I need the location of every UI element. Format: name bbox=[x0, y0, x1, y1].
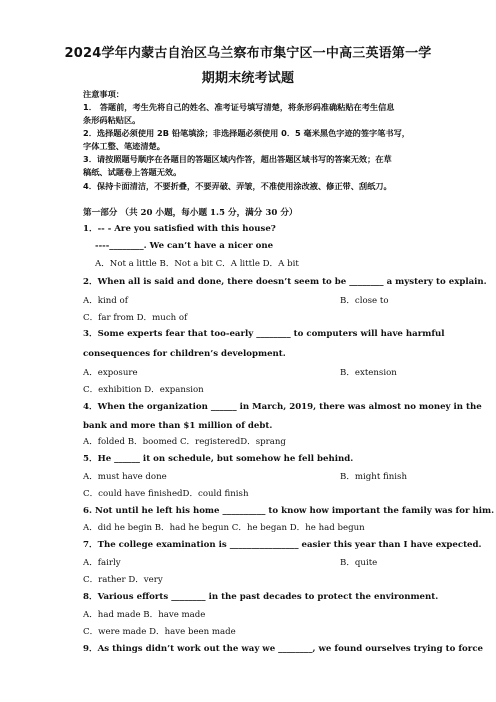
q7-stem: 7．The college examination is ________________ easier this year than I have expected. bbox=[83, 540, 482, 550]
q2-option-b: B．close to bbox=[340, 296, 389, 306]
q4-options: A．folded B．boomed C．registeredD．sprang bbox=[83, 437, 286, 447]
q7-option-a: A．fairly bbox=[83, 558, 121, 568]
q7-option-a-row bbox=[83, 557, 483, 569]
exam-title-line-1: 2024学年内蒙古自治区乌兰察布市集宁区一中高三英语第一学 bbox=[64, 46, 432, 61]
q3-option-a-row bbox=[83, 367, 483, 379]
q6-stem: 6. Not until he left his home __________ to know how important the family was for him. bbox=[83, 506, 495, 516]
q5-option-a: A．must have done bbox=[83, 472, 167, 482]
q8-options-cd: C．were made D．have been made bbox=[83, 627, 236, 637]
q4-stem: 4．When the organization ______ in March, 2019, there was almost no money in the bbox=[83, 402, 482, 412]
notice-1-cont: 条形码粘贴区。 bbox=[83, 115, 141, 125]
notice-3-cont: 稿纸、试题卷上答题无效。 bbox=[83, 167, 182, 177]
q3-stem: 3．Some experts fear that too-early ________ to computers will have harmful bbox=[83, 329, 445, 339]
q8-options-ab: A．had made B．have made bbox=[83, 610, 206, 620]
q2-option-a-row bbox=[83, 295, 483, 307]
q2-options-cd: C．far from D．much of bbox=[83, 313, 188, 323]
notice-2-cont: 字体工整、笔迹清楚。 bbox=[83, 141, 165, 151]
q3-options-cd: C．exhibition D．expansion bbox=[83, 385, 204, 395]
q3-option-b: B．extension bbox=[340, 368, 397, 378]
notice-heading: 注意事项： bbox=[83, 89, 124, 99]
q5-stem: 5．He ______ it on schedule, but somehow he fell behind. bbox=[83, 454, 354, 464]
q4-stem-cont: bank and more than $1 million of debt. bbox=[83, 421, 273, 431]
q6-options: A．did he begin B．had he begun C．he began D．he had begun bbox=[83, 523, 365, 533]
notice-1: 1． 答题前，考生先将自己的姓名、准考证号填写清楚，将条形码准确粘贴在考生信息 bbox=[83, 102, 395, 112]
q8-stem: 8．Various efforts ________ in the past decades to protect the environment. bbox=[83, 592, 439, 602]
notice-4: 4．保持卡面清洁，不要折叠，不要弄破、弄皱，不准使用涂改液、修正带、刮纸刀。 bbox=[83, 181, 392, 191]
q7-option-b: B．quite bbox=[340, 558, 378, 568]
q2-stem: 2．When all is said and done, there doesn’t seem to be ________ a mystery to explain. bbox=[83, 277, 487, 287]
q2-option-a: A．kind of bbox=[83, 296, 128, 306]
q7-options-cd: C．rather D．very bbox=[83, 575, 163, 585]
q1-options: A．Not a little B．Not a bit C．A little D．A bit bbox=[95, 259, 299, 269]
notice-3: 3．请按照题号顺序在各题目的答题区域内作答，超出答题区域书写的答案无效；在草 bbox=[83, 154, 392, 164]
section-heading: 第一部分 （共 20 小题，每小题 1.5 分，满分 30 分） bbox=[83, 208, 298, 218]
q3-option-a: A．exposure bbox=[83, 368, 138, 378]
q9-stem: 9．As things didn’t work out the way we ________, we found ourselves trying to force bbox=[83, 644, 484, 654]
q1-stem-cont: ----________. We can’t have a nicer one bbox=[95, 241, 274, 251]
exam-title-line-2: 期期末统考试题 bbox=[201, 71, 295, 86]
notice-2: 2．选择题必须使用 2B 铅笔填涂；非选择题必须使用 0．5 毫米黑色字迹的签字笔书写， bbox=[83, 128, 410, 138]
q3-stem-cont: consequences for children’s development. bbox=[83, 349, 286, 359]
q1-stem: 1．-- - Are you satisfied with this house? bbox=[83, 224, 276, 234]
q5-option-b: B．might finish bbox=[340, 472, 407, 482]
q5-option-a-row bbox=[83, 471, 483, 483]
q5-options-cd: C．could have finishedD．could finish bbox=[83, 489, 249, 499]
